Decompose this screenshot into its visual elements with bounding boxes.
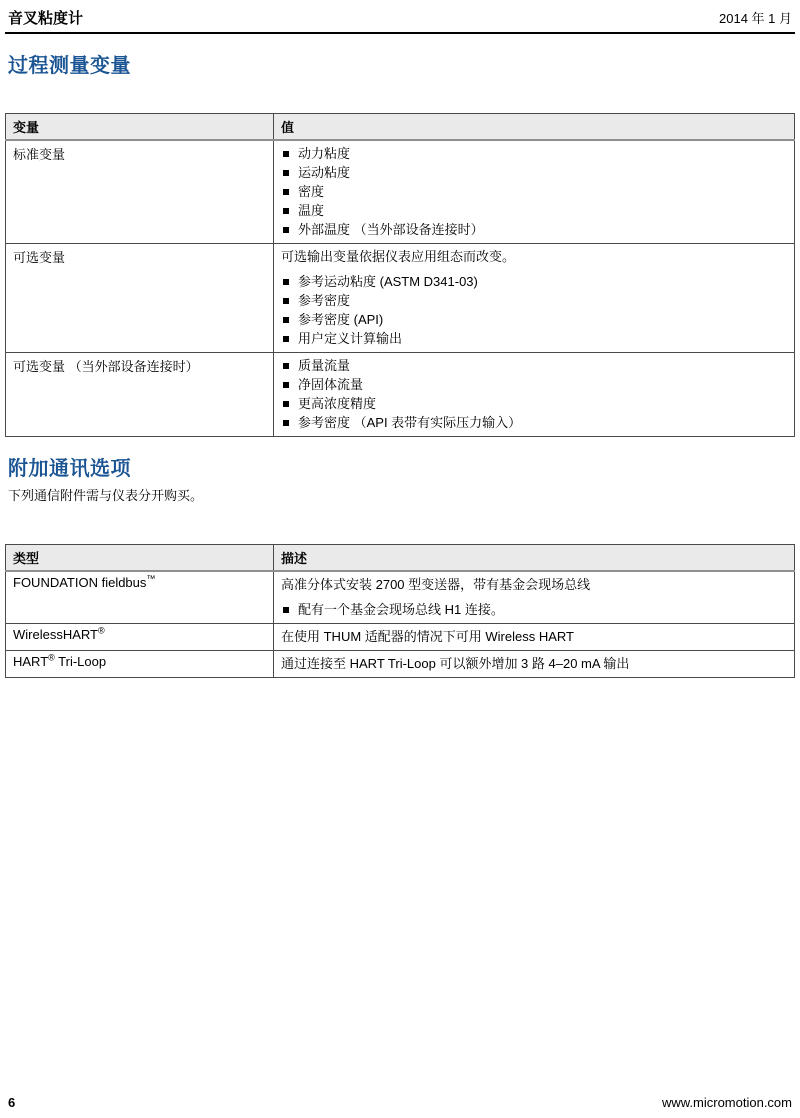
value-cell — [274, 353, 795, 437]
bullet-text: 动力粘度 — [298, 146, 351, 161]
website-url: www.micromotion.com — [661, 1095, 792, 1110]
communication-options-table — [5, 544, 795, 678]
square-bullet-icon — [283, 298, 289, 304]
cell-intro-text: 通过连接至 HART Tri-Loop 可以额外增加 3 路 4–20 mA 输出 — [281, 656, 630, 671]
list-item — [281, 144, 787, 163]
list-item — [281, 600, 787, 619]
bullet-text: 配有一个基金会现场总线 H1 连接。 — [298, 602, 504, 617]
list-item — [281, 394, 787, 413]
description-cell — [274, 624, 795, 651]
process-variables-table — [5, 113, 795, 437]
bullet-text: 密度 — [298, 184, 325, 199]
variable-cell: 可选变量 — [6, 244, 274, 353]
bullet-text: 用户定义计算输出 — [298, 331, 403, 346]
section-note: 下列通信附件需与仪表分开购买。 — [8, 488, 204, 503]
type-cell — [6, 571, 274, 624]
document-footer — [8, 1095, 792, 1110]
registered-symbol: ® — [98, 625, 105, 636]
value-cell — [274, 140, 795, 244]
square-bullet-icon — [283, 401, 289, 407]
page-number: 6 — [8, 1095, 16, 1110]
square-bullet-icon — [283, 170, 289, 176]
column-header-value: 值 — [274, 114, 795, 141]
bullet-text: 运动粘度 — [298, 165, 351, 180]
square-bullet-icon — [283, 336, 289, 342]
table-row — [6, 624, 795, 651]
variable-cell: 标准变量 — [6, 140, 274, 244]
bullet-list — [281, 356, 787, 432]
list-item — [281, 329, 787, 348]
list-item — [281, 310, 787, 329]
section-title-process-variables: 过程测量变量 — [8, 55, 131, 77]
bullet-text: 净固体流量 — [298, 377, 364, 392]
column-header-type: 类型 — [6, 545, 274, 572]
square-bullet-icon — [283, 382, 289, 388]
type-cell — [6, 624, 274, 651]
column-header-description: 描述 — [274, 545, 795, 572]
bullet-text: 参考密度 — [298, 293, 351, 308]
trademark-symbol: ™ — [146, 573, 156, 584]
square-bullet-icon — [283, 420, 289, 426]
square-bullet-icon — [283, 208, 289, 214]
table-row — [6, 353, 795, 437]
doc-title: 音叉粘度计 — [8, 10, 84, 27]
list-item — [281, 375, 787, 394]
list-item — [281, 356, 787, 375]
square-bullet-icon — [283, 151, 289, 157]
square-bullet-icon — [283, 317, 289, 323]
bullet-text: 参考密度 (API) — [298, 312, 384, 327]
bullet-list — [281, 600, 787, 619]
list-item — [281, 163, 787, 182]
list-item — [281, 291, 787, 310]
type-cell — [6, 651, 274, 678]
type-text: WirelessHART — [13, 627, 98, 642]
section-title-additional-communications: 附加通讯选项 — [8, 458, 131, 480]
list-item — [281, 413, 787, 432]
table-header-row — [6, 114, 795, 141]
square-bullet-icon — [283, 189, 289, 195]
cell-intro-text: 可选输出变量依据仪表应用组态而改变。 — [281, 249, 516, 264]
bullet-text: 更高浓度精度 — [298, 396, 377, 411]
list-item — [281, 220, 787, 239]
bullet-text: 温度 — [298, 203, 325, 218]
registered-symbol: ® — [48, 652, 55, 663]
bullet-text: 外部温度 （当外部设备连接时） — [298, 222, 484, 237]
bullet-text: 质量流量 — [298, 358, 351, 373]
square-bullet-icon — [283, 607, 289, 613]
table-header-row — [6, 545, 795, 572]
table-row — [6, 244, 795, 353]
description-cell — [274, 651, 795, 678]
type-text-rest: Tri-Loop — [54, 654, 107, 669]
cell-intro-text: 高准分体式安装 2700 型变送器，带有基金会现场总线 — [281, 577, 591, 592]
type-text: FOUNDATION fieldbus — [13, 575, 147, 590]
table-row — [6, 651, 795, 678]
doc-date: 2014 年 1 月 — [719, 11, 792, 26]
column-header-variable: 变量 — [6, 114, 274, 141]
bullet-text: 参考运动粘度 (ASTM D341-03) — [298, 274, 478, 289]
type-text: HART — [13, 654, 49, 669]
table-row — [6, 140, 795, 244]
list-item — [281, 182, 787, 201]
cell-intro-text: 在使用 THUM 适配器的情况下可用 Wireless HART — [281, 629, 574, 644]
square-bullet-icon — [283, 363, 289, 369]
value-cell — [274, 244, 795, 353]
list-item — [281, 272, 787, 291]
document-header — [5, 0, 795, 34]
bullet-list — [281, 144, 787, 239]
variable-cell: 可选变量 （当外部设备连接时） — [6, 353, 274, 437]
square-bullet-icon — [283, 227, 289, 233]
square-bullet-icon — [283, 279, 289, 285]
table-row — [6, 571, 795, 624]
list-item — [281, 201, 787, 220]
bullet-text: 参考密度 （API 表带有实际压力输入） — [298, 415, 522, 430]
bullet-list — [281, 272, 787, 348]
description-cell — [274, 571, 795, 624]
